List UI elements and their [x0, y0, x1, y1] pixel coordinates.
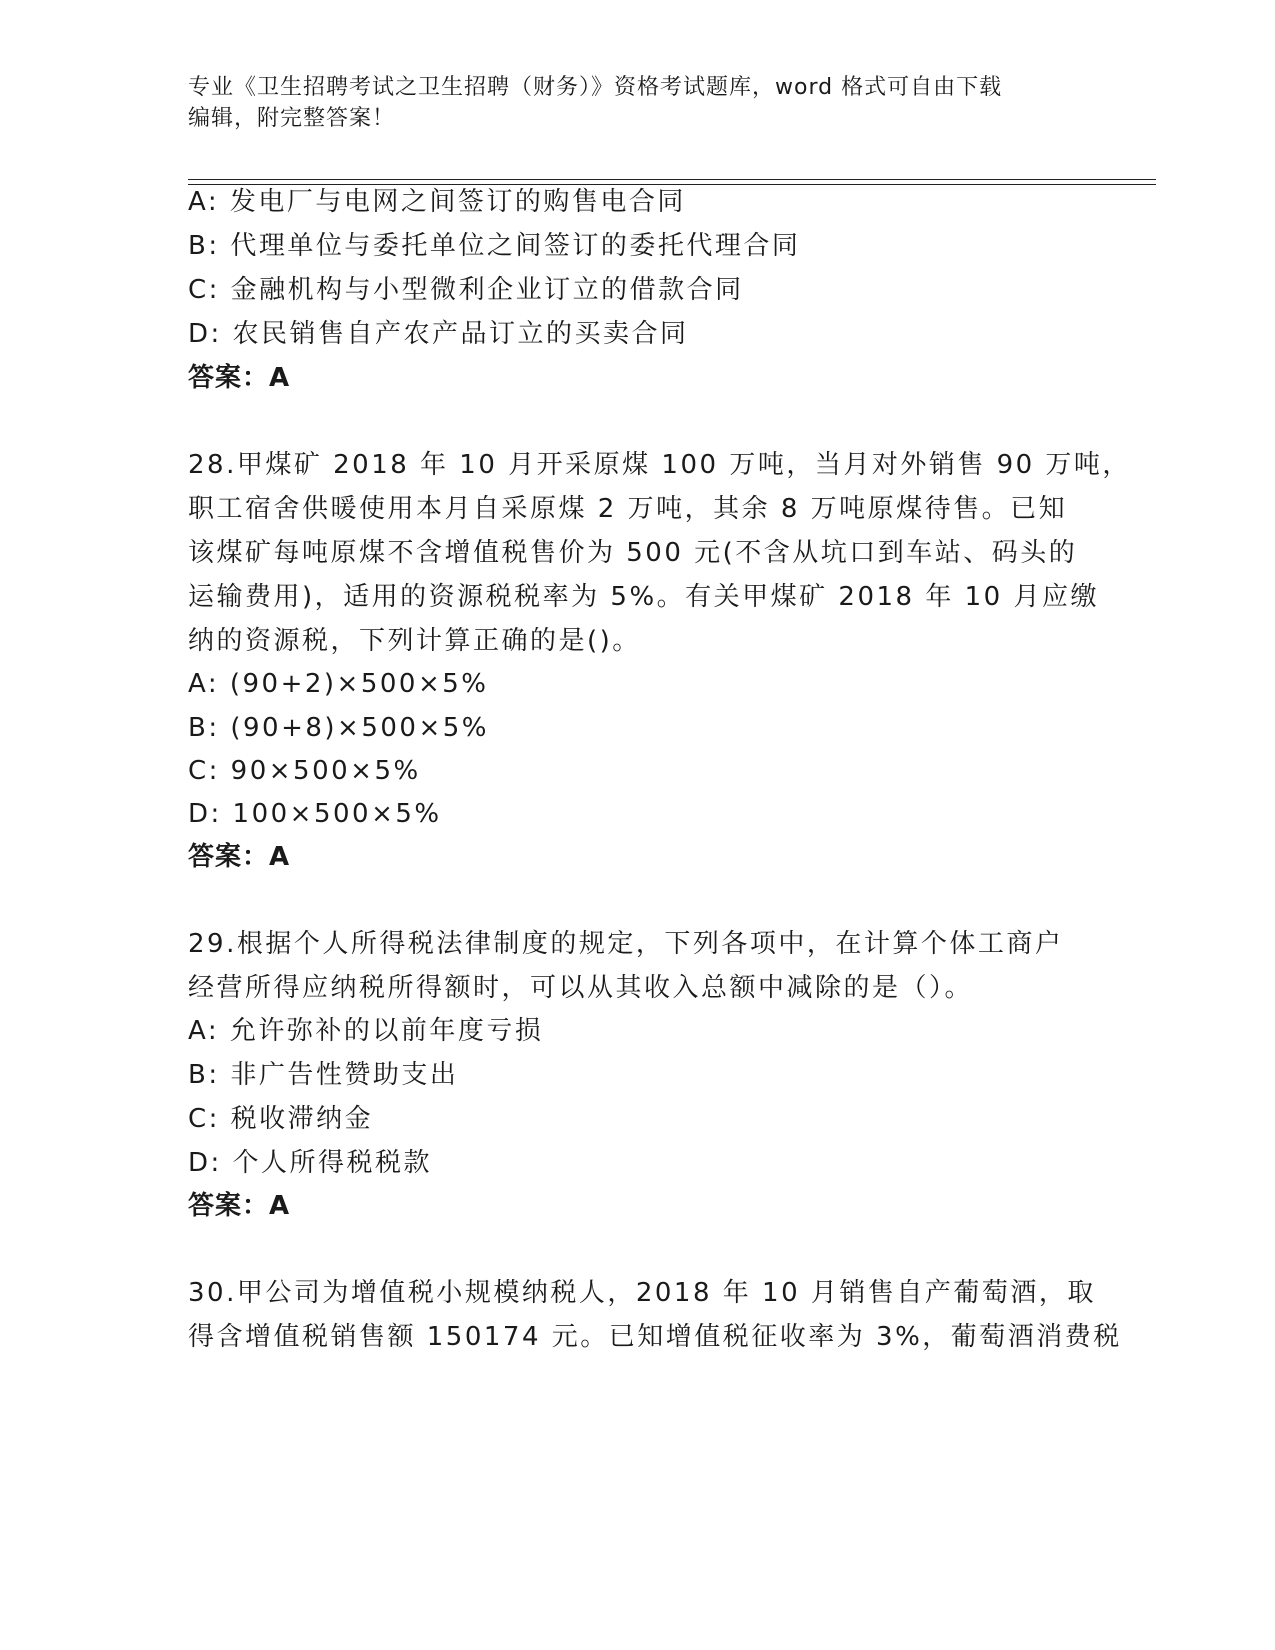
q28-option-d: D: 100×500×5% — [188, 799, 442, 829]
q29-stem-line-1: 29.根据个人所得税法律制度的规定，下列各项中，在计算个体工商户 — [188, 929, 1064, 959]
q27-option-c: C: 金融机构与小型微利企业订立的借款合同 — [188, 275, 744, 305]
q29-option-c: C: 税收滞纳金 — [188, 1104, 374, 1134]
document-header — [188, 72, 1088, 134]
q30-stem-line-1: 30.甲公司为增值税小规模纳税人，2018 年 10 月销售自产葡萄酒，取 — [188, 1278, 1096, 1308]
header-divider-bottom — [188, 184, 1156, 185]
header-divider-top — [188, 179, 1156, 180]
q29-answer: 答案：A — [188, 1191, 291, 1221]
q27-option-d: D: 农民销售自产农产品订立的买卖合同 — [188, 319, 689, 349]
q28-option-a: A: (90+2)×500×5% — [188, 669, 489, 699]
q28-answer: 答案：A — [188, 842, 291, 872]
q28-stem-line-4: 运输费用)，适用的资源税税率为 5%。有关甲煤矿 2018 年 10 月应缴 — [188, 582, 1099, 612]
q30-stem-line-2: 得含增值税销售额 150174 元。已知增值税征收率为 3%，葡萄酒消费税 — [188, 1322, 1122, 1352]
q27-answer: 答案：A — [188, 363, 291, 393]
q29-option-a: A: 允许弥补的以前年度亏损 — [188, 1016, 544, 1046]
q27-option-b: B: 代理单位与委托单位之间签订的委托代理合同 — [188, 231, 801, 261]
q28-option-c: C: 90×500×5% — [188, 756, 421, 786]
q28-stem-line-3: 该煤矿每吨原煤不含增值税售价为 500 元(不含从坑口到车站、码头的 — [188, 538, 1078, 568]
q29-option-d: D: 个人所得税税款 — [188, 1148, 433, 1178]
q28-stem-line-2: 职工宿舍供暖使用本月自采原煤 2 万吨，其余 8 万吨原煤待售。已知 — [188, 494, 1068, 524]
q28-stem-line-1: 28.甲煤矿 2018 年 10 月开采原煤 100 万吨，当月对外销售 90 万吨， — [188, 450, 1131, 480]
header-line-1: 专业《卫生招聘考试之卫生招聘（财务）》资格考试题库，word 格式可自由下载 — [188, 75, 1003, 100]
q29-stem-line-2: 经营所得应纳税所得额时，可以从其收入总额中减除的是（）。 — [188, 973, 974, 1003]
q29-option-b: B: 非广告性赞助支出 — [188, 1060, 459, 1090]
q27-option-a: A: 发电厂与电网之间签订的购售电合同 — [188, 187, 686, 217]
q28-option-b: B: (90+8)×500×5% — [188, 713, 490, 743]
header-line-2: 编辑，附完整答案！ — [188, 106, 396, 131]
q28-stem-line-5: 纳的资源税，下列计算正确的是()。 — [188, 626, 641, 656]
